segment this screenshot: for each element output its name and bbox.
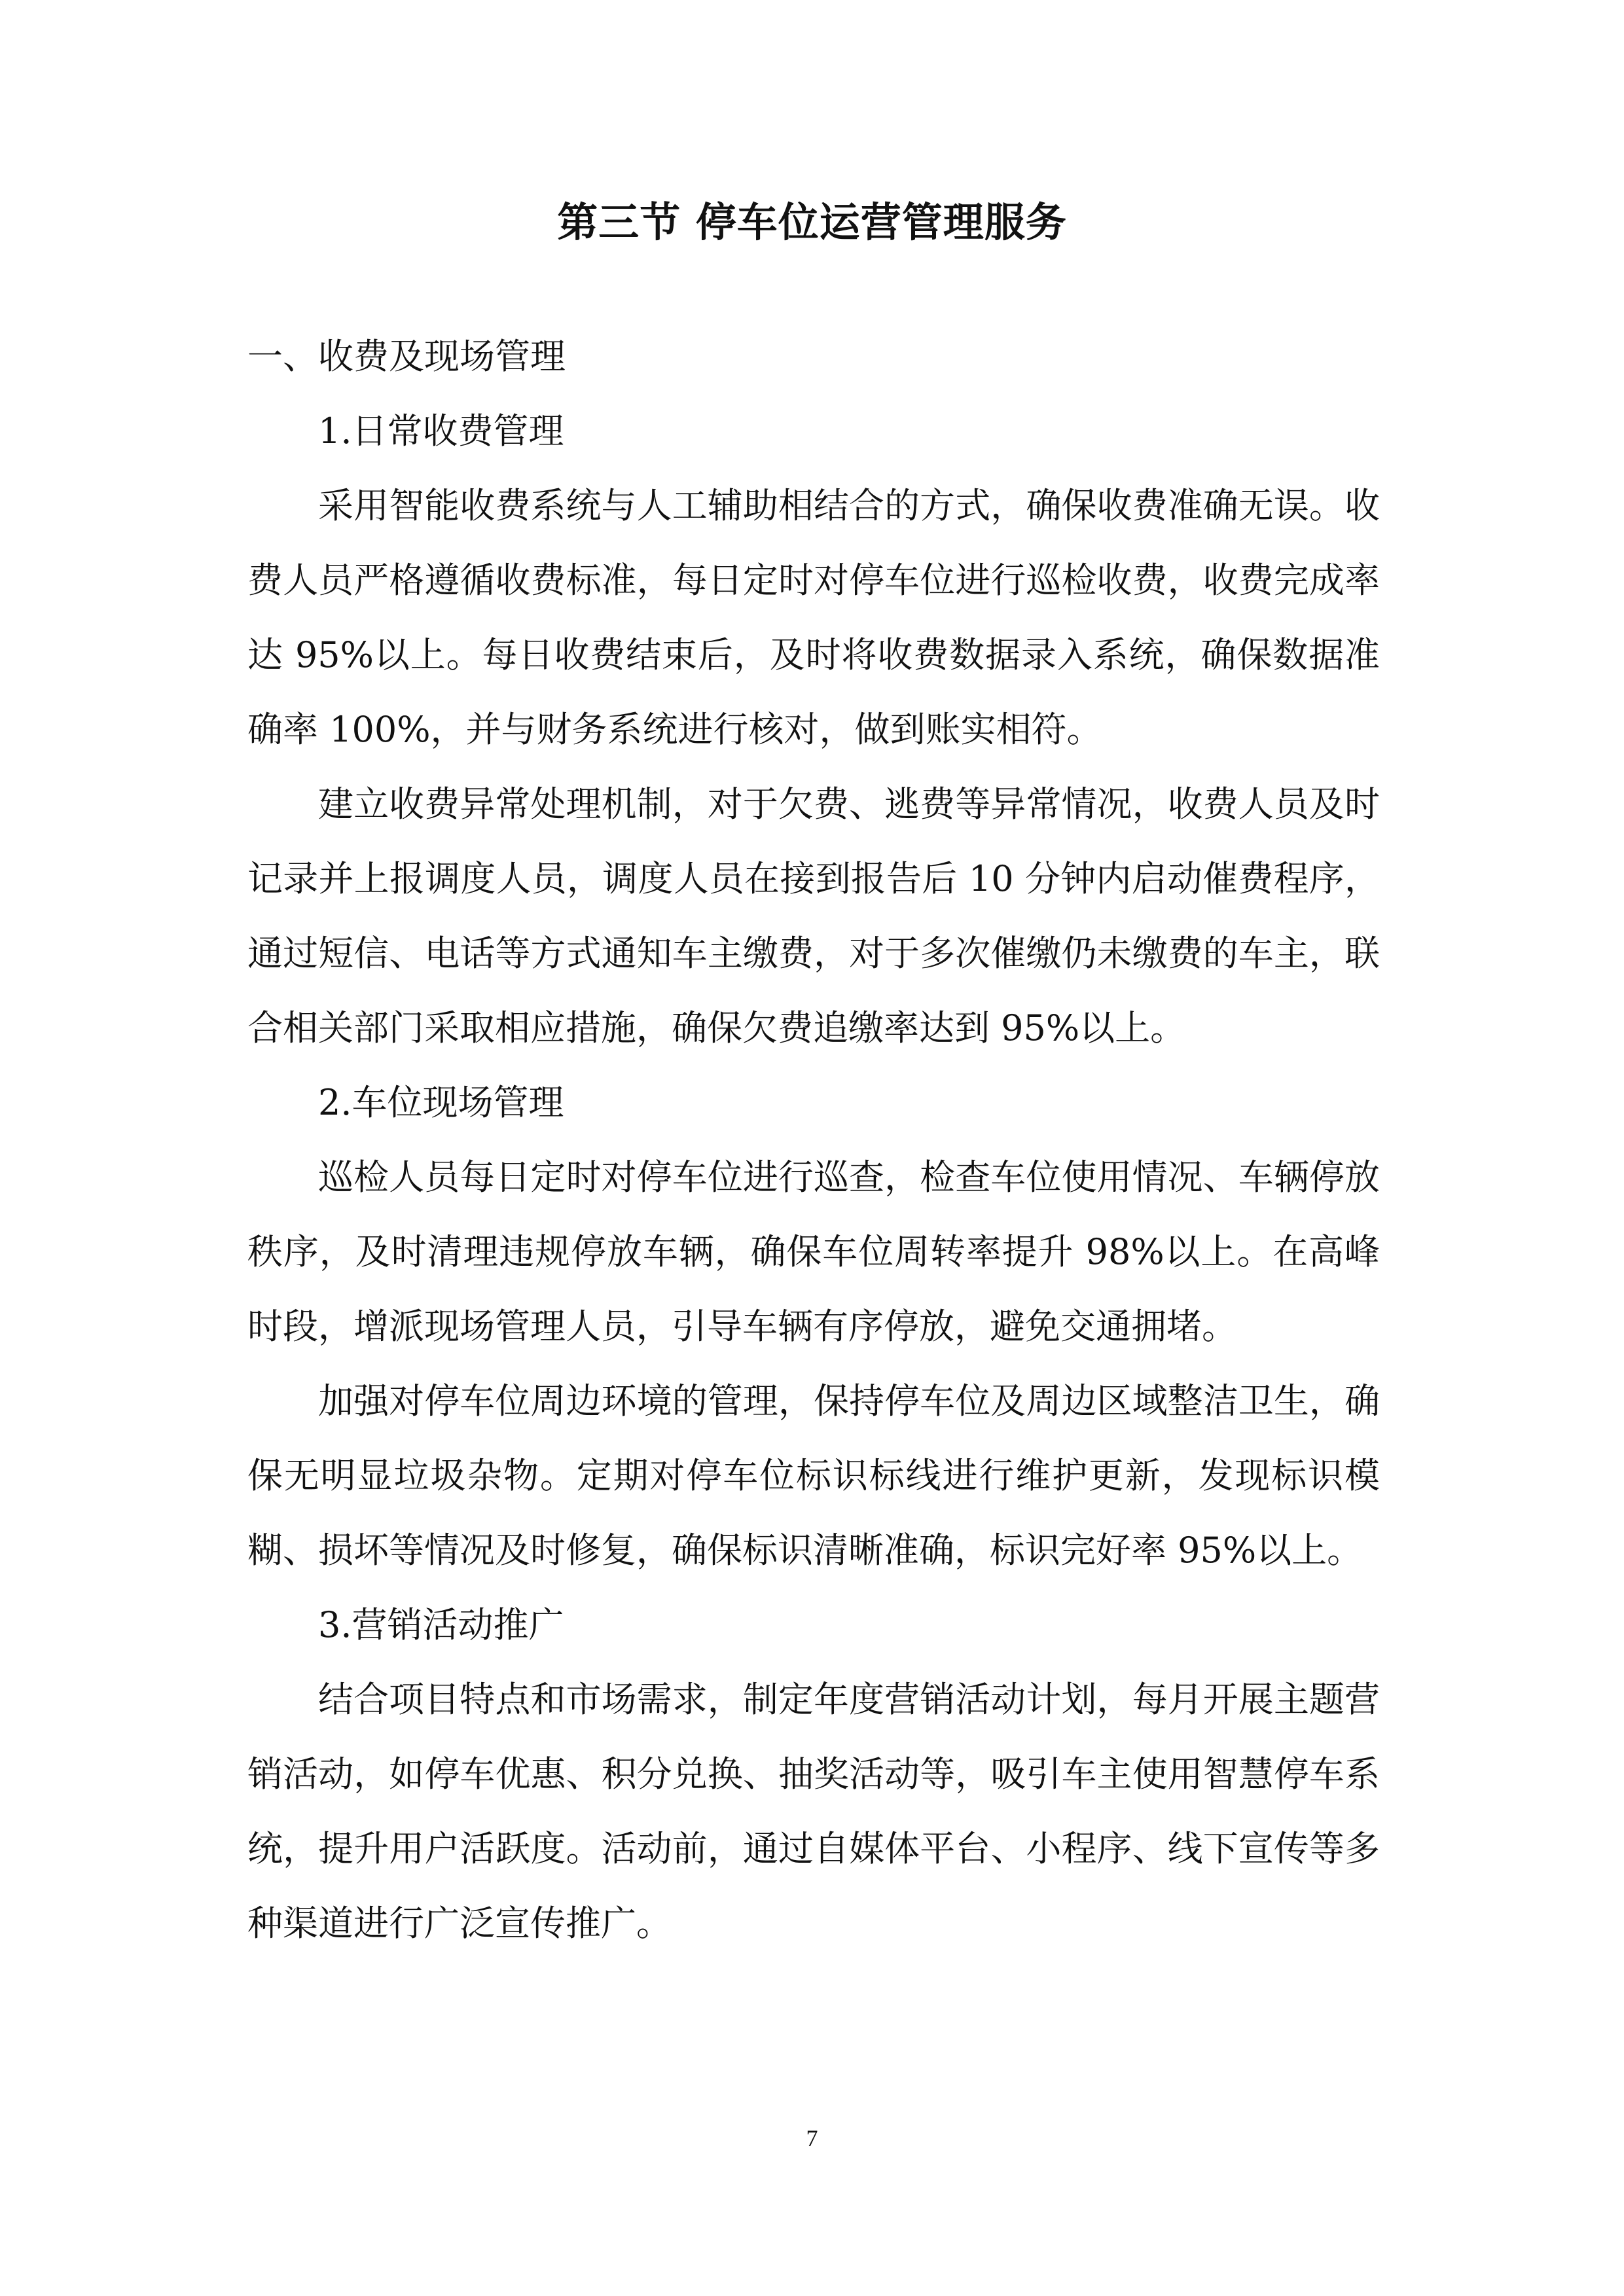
page-number: 7 (806, 2125, 818, 2151)
page-title: 第三节 停车位运营管理服务 (557, 198, 1067, 246)
subsection-heading-marketing: 3.营销活动推广 (318, 1604, 564, 1645)
paragraph: 采用智能收费系统与人工辅助相结合的方式，确保收费准确无误。收费人员严格遵循收费标准，每日定时对停车位进行巡检收费，收费完成率达 95%以上。每日收费结束后，及时将收费数据录入系统，确保数据准确率 100%，并与财务系统进行核对，做到账实相符。 (247, 485, 1380, 750)
document-body (247, 319, 1380, 1961)
paragraph: 结合项目特点和市场需求，制定年度营销活动计划，每月开展主题营销活动，如停车优惠、积分兑换、抽奖活动等，吸引车主使用智慧停车系统，提升用户活跃度。活动前，通过自媒体平台、小程序、线下宣传等多种渠道进行广泛宣传推广。 (247, 1679, 1380, 1944)
paragraph: 巡检人员每日定时对停车位进行巡查，检查车位使用情况、车辆停放秩序，及时清理违规停放车辆，确保车位周转率提升 98%以上。在高峰时段，增派现场管理人员，引导车辆有序停放，避免交通拥堵。 (247, 1157, 1380, 1347)
paragraph: 加强对停车位周边环境的管理，保持停车位及周边区域整洁卫生，确保无明显垃圾杂物。定期对停车位标识标线进行维护更新，发现标识模糊、损坏等情况及时修复，确保标识清晰准确，标识完好率 95%以上。 (247, 1380, 1380, 1571)
subsection-heading-site-management: 2.车位现场管理 (318, 1082, 564, 1123)
subsection-heading-daily-fee: 1.日常收费管理 (318, 410, 564, 452)
paragraph: 建立收费异常处理机制，对于欠费、逃费等异常情况，收费人员及时记录并上报调度人员，调度人员在接到报告后 10 分钟内启动催费程序，通过短信、电话等方式通知车主缴费，对于多次催缴仍未缴费的车主，联合相关部门采取相应措施，确保欠费追缴率达到 95%以上。 (247, 783, 1380, 1049)
section-heading: 一、收费及现场管理 (247, 336, 566, 377)
